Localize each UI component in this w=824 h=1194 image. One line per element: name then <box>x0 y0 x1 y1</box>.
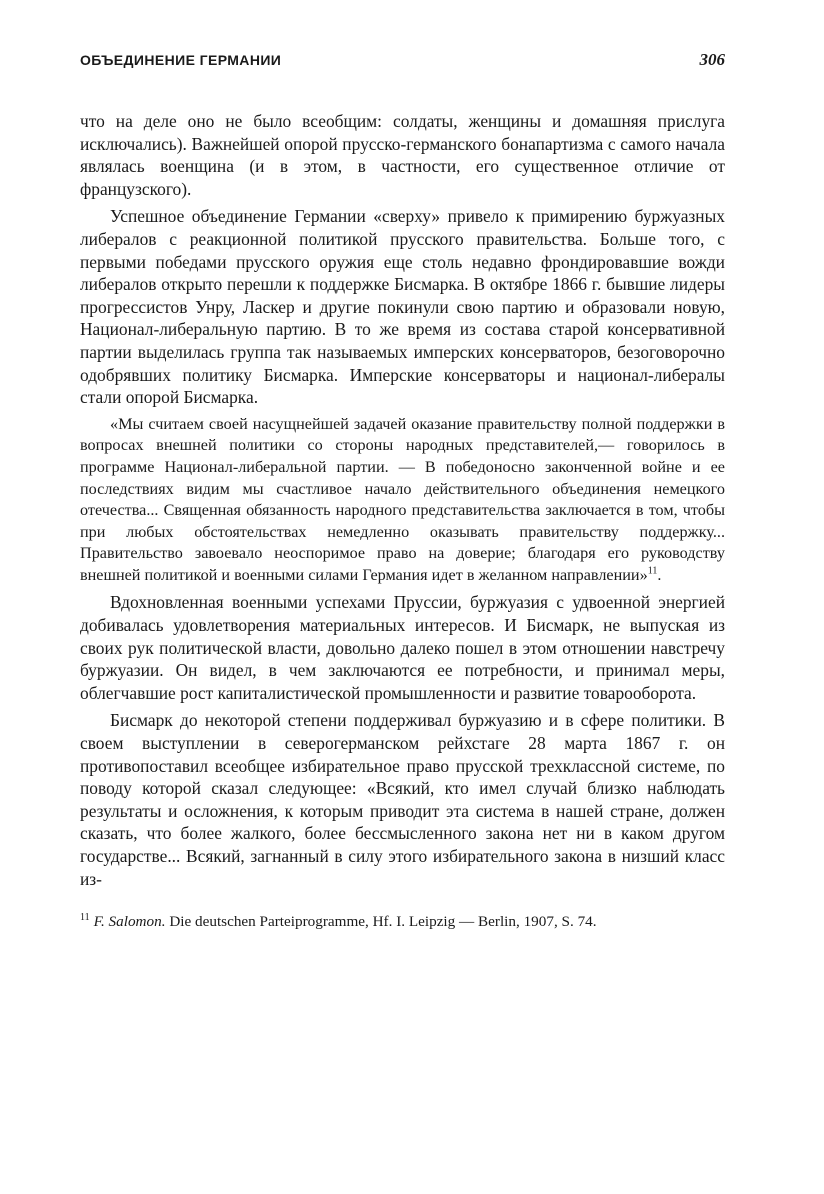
footnote <box>80 912 725 932</box>
running-head <box>80 50 725 80</box>
page-number: 306 <box>699 50 725 69</box>
book-page <box>80 50 725 932</box>
footnote-reference: 11 <box>647 565 658 577</box>
paragraph-bourgeoisie: Вдохновленная военными успехами Пруссии, буржуазия с удвоенной энергией добивалась удовлетворения материальных интересов. И Бисмарк, не выпуская из своих рук политической власти, довольно далеко пошел в этом отношении навстречу буржуазии. Он видел, в чем заключаются ее потребности, и принимал меры, облегчавшие рост капиталистической промышленности и развитие товарооборота. <box>80 592 725 703</box>
footnote-author: F. Salomon. <box>93 913 166 931</box>
paragraph-continuation: что на деле оно не было всеобщим: солдаты, женщины и домашняя прислуга исключались). Важнейшей опорой прусско-германского бонапартизма с самого начала являлась военщина (и в этом, в частности, его существенное отличие от французского). <box>80 111 725 199</box>
quote-national-liberal-program: «Мы считаем своей насущнейшей задачей оказание правительству полной поддержки в вопросах внешней политики со стороны народных представителей,— говорилось в программе Национал-либеральной партии. — В победоносно законченной войне и ее последствиях видим мы счастливое начало действительного объединения немецкого отечества... Священная обязанность народного представительства заключается в том, чтобы при любых обстоятельствах немедленно оказывать правительству поддержку... Правительство завоевало неоспоримое право на доверие; благодаря его руководству внешней политикой и военными силами Германия идет в желанном направлении»$^{11}$. <box>80 414 725 584</box>
paragraph-bismarck-politics: Бисмарк до некоторой степени поддерживал буржуазию и в сфере политики. В своем выступлении в северогерманском рейхстаге 28 марта 1867 г. он противопоставил всеобщее избирательное право прусской трехклассной системе, по поводу которой сказал следующее: «Всякий, кто имел случай близко наблюдать результаты и осложнения, к которым приводит эта система в нашей стране, должен сказать, что более жалкого, более бессмысленного закона нет ни в каком другом государстве... Всякий, загнанный в силу этого избирательного закона в низший класс из- <box>80 710 725 889</box>
body-text <box>80 110 725 890</box>
paragraph-unification: Успешное объединение Германии «сверху» привело к примирению буржуазных либералов с реакционной политикой прусского правительства. Больше того, с первыми победами прусского оружия еще столь недавно фрондировавшие вожди либералов открыто перешли к поддержке Бисмарка. В октябре 1866 г. бывшие лидеры прогрессистов Унру, Ласкер и другие покинули свою партию и образовали новую, Национал-либеральную партию. В то же время из состава старой консервативной партии выделилась группа так называемых имперских консерваторов, безоговорочно одобрявших политику Бисмарка. Имперские консерваторы и национал-либералы стали опорой Бисмарка. <box>80 206 725 408</box>
quote-text: «Мы считаем своей насущнейшей задачей оказание правительству полной поддержки в вопросах внешней политики со стороны народных представителей,— говорилось в программе Национал-либеральной партии. — В победоносно законченной войне и ее последствиях видим мы счастливое начало действительного объединения немецкого отечества... Священная обязанность народного представительства заключается в том, чтобы при любых обстоятельствах немедленно оказывать правительству поддержку... Правительство завоевало неоспоримое право на доверие; благодаря его руководству внешней политикой и военными силами Германия идет в желанном направлении» <box>80 414 725 584</box>
chapter-title: ОБЪЕДИНЕНИЕ ГЕРМАНИИ <box>80 52 282 68</box>
footnote-mark: 11 <box>80 912 90 924</box>
footnote-text: Die deutschen Parteiprogramme, Hf. I. Leipzig — Berlin, 1907, S. 74. <box>169 913 597 931</box>
